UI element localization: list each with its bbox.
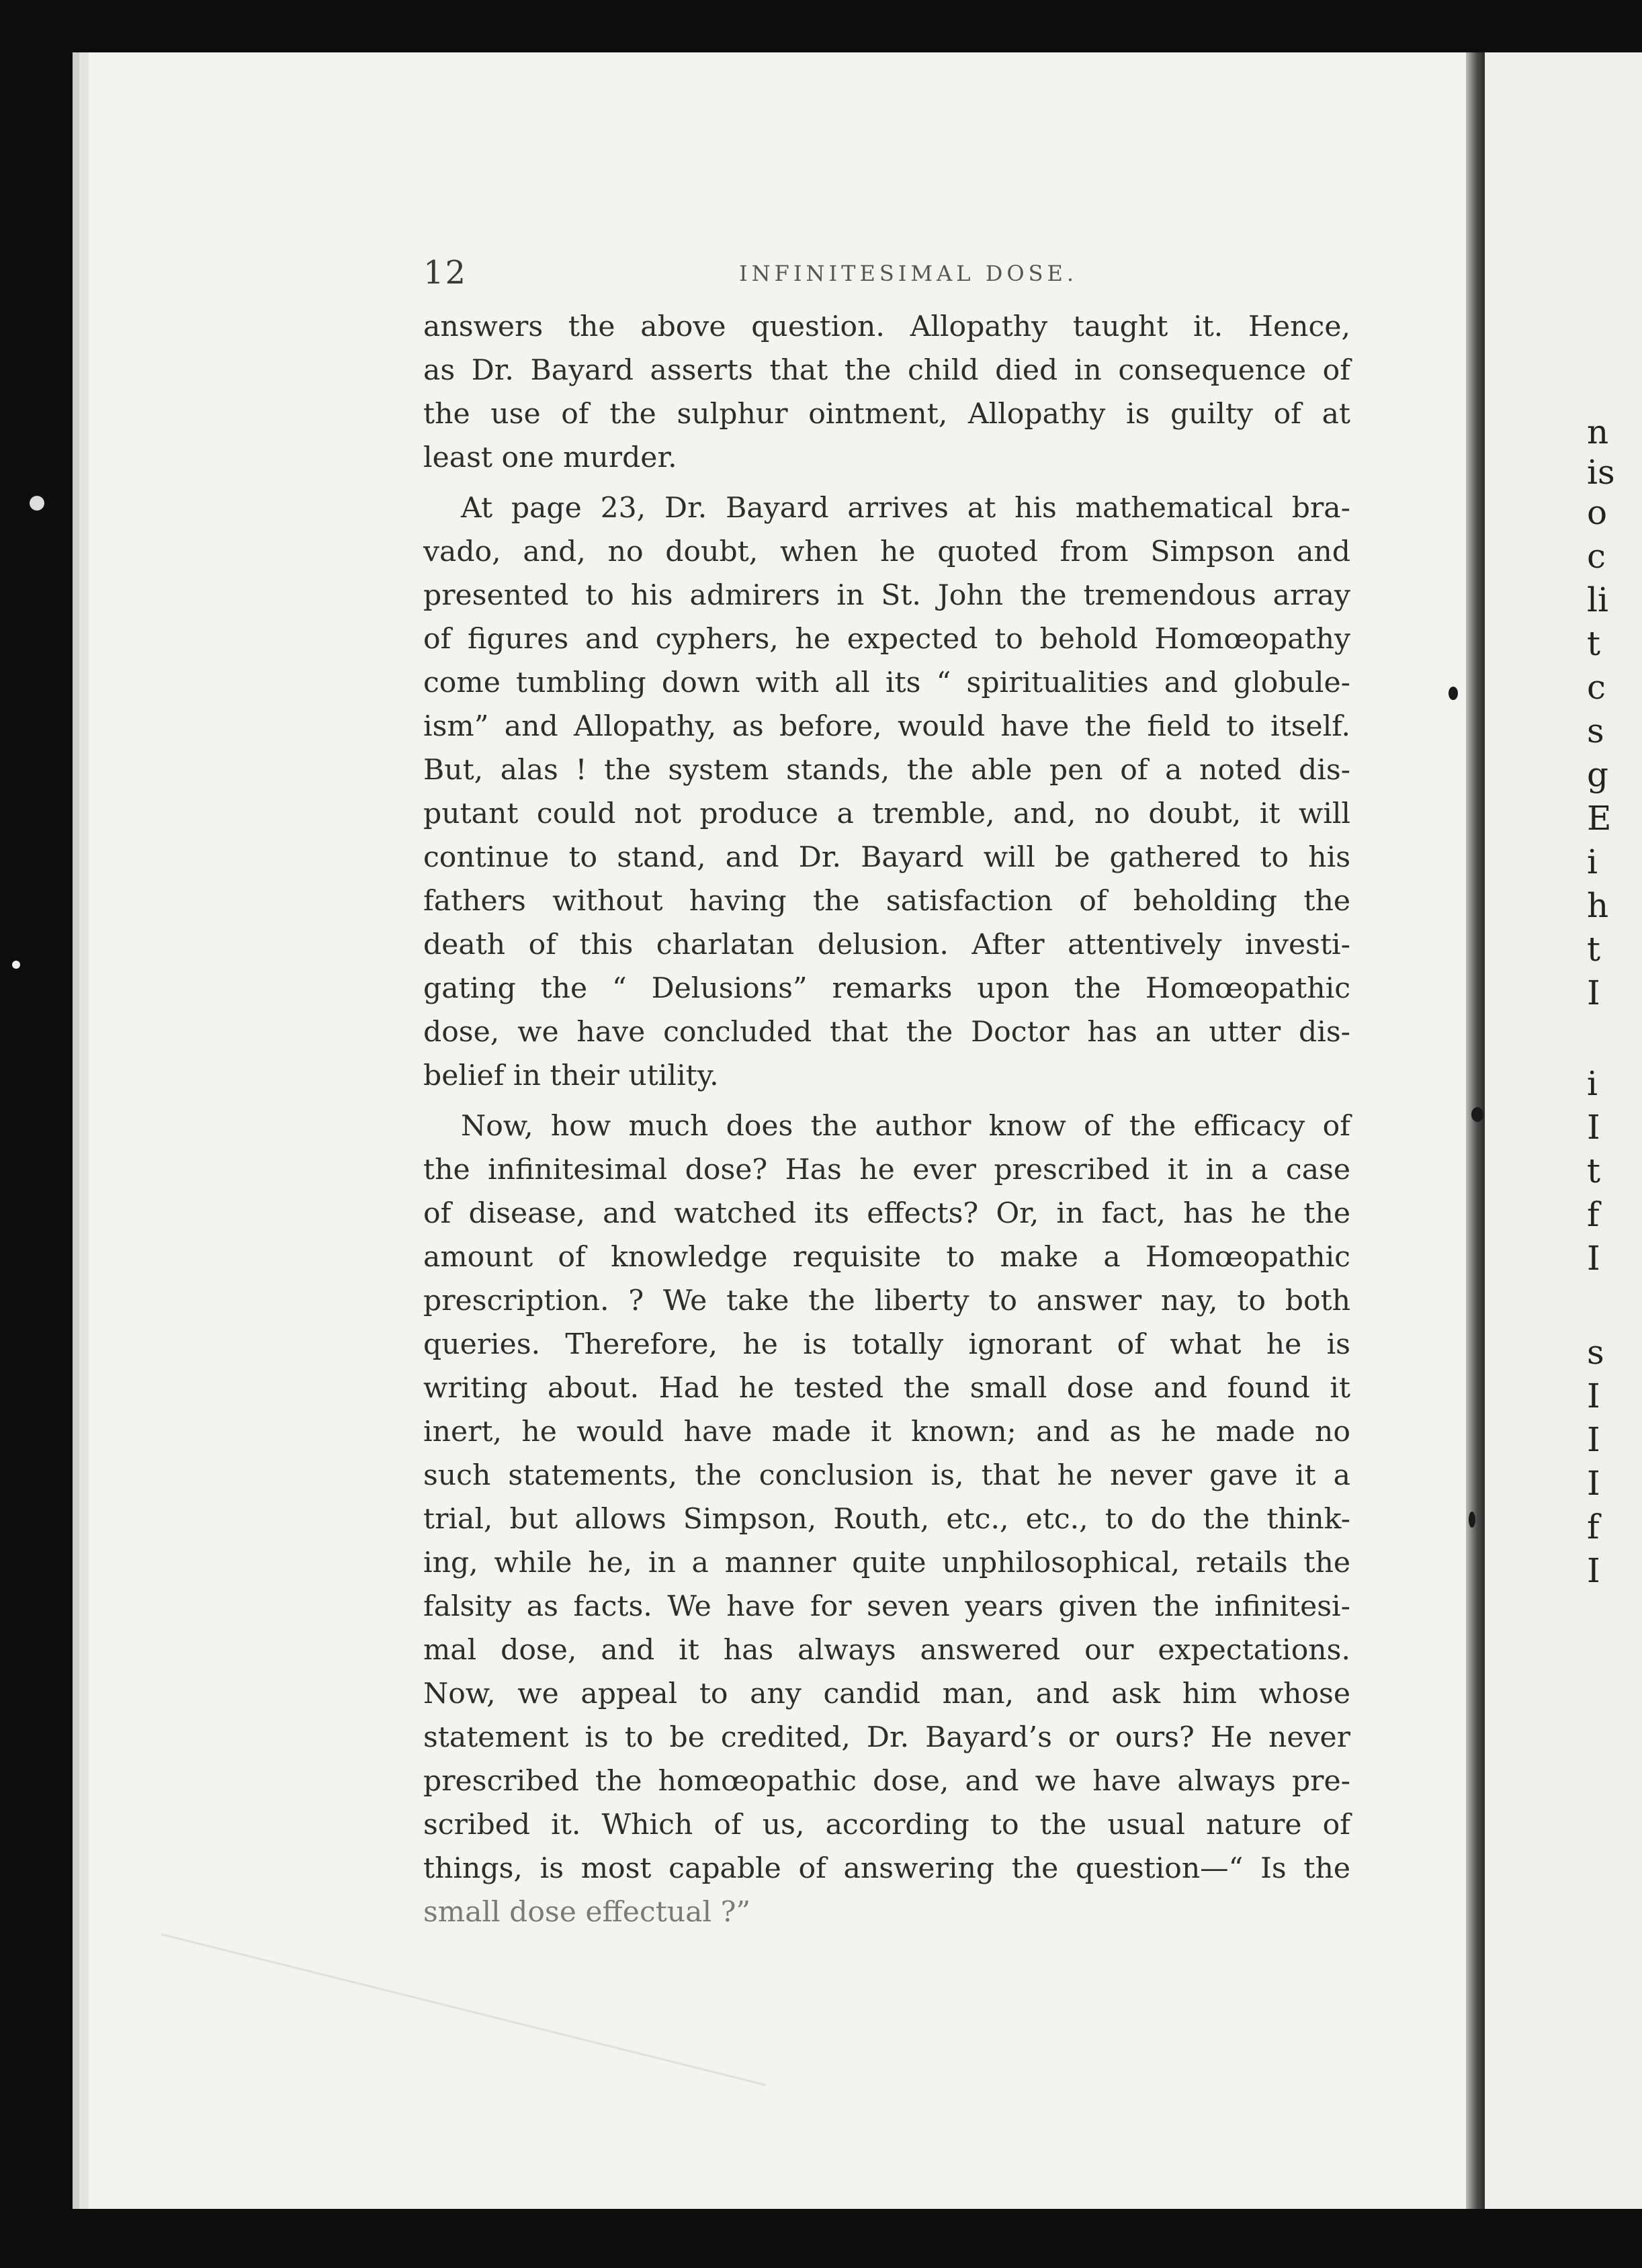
scan-speck [1469,1512,1475,1528]
facing-page-fragment: i [1587,842,1598,881]
facing-page-fragment: c [1587,668,1606,707]
text-line: amount of knowledge requisite to make a Homœopathic [423,1241,1350,1274]
facing-page-fragment: f [1587,1508,1600,1546]
text-line: of figures and cyphers, he expected to behold Homœopathy [423,623,1350,656]
text-line: answers the above question. Allopathy taught it. Hence, [423,310,1350,343]
text-line: of disease, and watched its effects? Or, in fact, has he the [423,1197,1350,1230]
text-line: But, alas ! the system stands, the able pen of a noted dis- [423,754,1350,787]
facing-page-fragment: li [1587,580,1608,619]
facing-page-fragment: n [1587,412,1609,451]
text-line: At page 23, Dr. Bayard arrives at his mathematical bra- [461,492,1350,525]
text-line: trial, but allows Simpson, Routh, etc., etc., to do the think- [423,1503,1350,1536]
text-line: statement is to be credited, Dr. Bayard’s or ours? He never [423,1721,1350,1754]
page-number: 12 [423,254,468,292]
text-line: gating the “ Delusions” remarks upon the Homœopathic [423,972,1350,1005]
facing-page-fragment: h [1587,886,1609,925]
text-line: putant could not produce a tremble, and, no doubt, it will [423,797,1350,830]
text-line: mal dose, and it has always answered our expectations. [423,1634,1350,1667]
text-line: the use of the sulphur ointment, Allopathy is guilty of at [423,398,1350,431]
scan-speck [1471,1107,1483,1122]
text-line: things, is most capable of answering the question—“ Is the [423,1852,1350,1885]
scan-speck [12,961,20,969]
book-gutter [1466,52,1485,2209]
text-line: least one murder. [423,441,677,474]
running-title: INFINITESIMAL DOSE. [739,261,1078,286]
paragraph-3 [423,1104,1350,1934]
text-line: continue to stand, and Dr. Bayard will be gathered to his [423,841,1350,874]
text-line: inert, he would have made it known; and as he made no [423,1415,1350,1448]
facing-page-fragment: g [1587,755,1609,794]
text-line: presented to his admirers in St. John the tremendous array [423,579,1350,612]
facing-page-fragment: I [1587,973,1600,1012]
facing-page-fragment: t [1587,624,1601,663]
text-line: vado, and, no doubt, when he quoted from Simpson and [423,535,1350,568]
text-line: the infinitesimal dose? Has he ever prescribed it in a case [423,1153,1350,1186]
facing-page-fragment: o [1587,493,1608,532]
text-line: such statements, the conclusion is, that he never gave it a [423,1459,1350,1492]
text-line: death of this charlatan delusion. After attentively investi- [423,928,1350,961]
paragraph-1 [423,305,1350,480]
facing-page-fragment: I [1587,1377,1600,1415]
scan-speck [1449,687,1458,700]
facing-page-fragment: I [1587,1420,1600,1459]
facing-page-fragment: E [1587,799,1612,838]
facing-page-fragment: i [1587,1064,1598,1103]
facing-page-edge [1485,52,1642,2209]
text-line: dose, we have concluded that the Doctor has an utter dis- [423,1016,1350,1049]
text-line: prescription. ? We take the liberty to answer nay, to both [423,1284,1350,1317]
page-text-block [423,254,1350,1939]
paragraph-2 [423,486,1350,1098]
text-line: small dose effectual ?” [423,1896,751,1929]
facing-page-fragment: t [1587,930,1601,969]
facing-page-fragment: s [1587,711,1604,750]
text-line: queries. Therefore, he is totally ignorant of what he is [423,1328,1350,1361]
facing-page-fragment: I [1587,1551,1600,1590]
text-line: come tumbling down with all its “ spiritualities and globule- [423,666,1350,699]
facing-page-fragment: s [1587,1333,1604,1372]
text-line: belief in their utility. [423,1059,719,1092]
text-line: ism” and Allopathy, as before, would have the field to itself. [423,710,1350,743]
facing-page-fragment: c [1587,537,1606,576]
facing-page-fragment: I [1587,1239,1600,1278]
scan-speck [30,496,44,511]
text-line: falsity as facts. We have for seven years given the infinitesi- [423,1590,1350,1623]
text-line: as Dr. Bayard asserts that the child died in consequence of [423,354,1350,387]
text-line: writing about. Had he tested the small dose and found it [423,1372,1350,1405]
text-line: prescribed the homœopathic dose, and we have always pre- [423,1765,1350,1798]
text-line: ing, while he, in a manner quite unphilosophical, retails the [423,1546,1350,1579]
text-line: scribed it. Which of us, according to the usual nature of [423,1808,1350,1841]
text-line: fathers without having the satisfaction of beholding the [423,885,1350,918]
running-head [423,254,1350,301]
facing-page-fragment: f [1587,1195,1600,1234]
facing-page-fragment: is [1587,453,1615,492]
facing-page-fragment: t [1587,1151,1601,1190]
text-line: Now, how much does the author know of the efficacy of [461,1110,1350,1143]
facing-page-fragment: I [1587,1108,1600,1147]
facing-page-fragment: I [1587,1464,1600,1503]
text-line: Now, we appeal to any candid man, and ask him whose [423,1677,1350,1710]
